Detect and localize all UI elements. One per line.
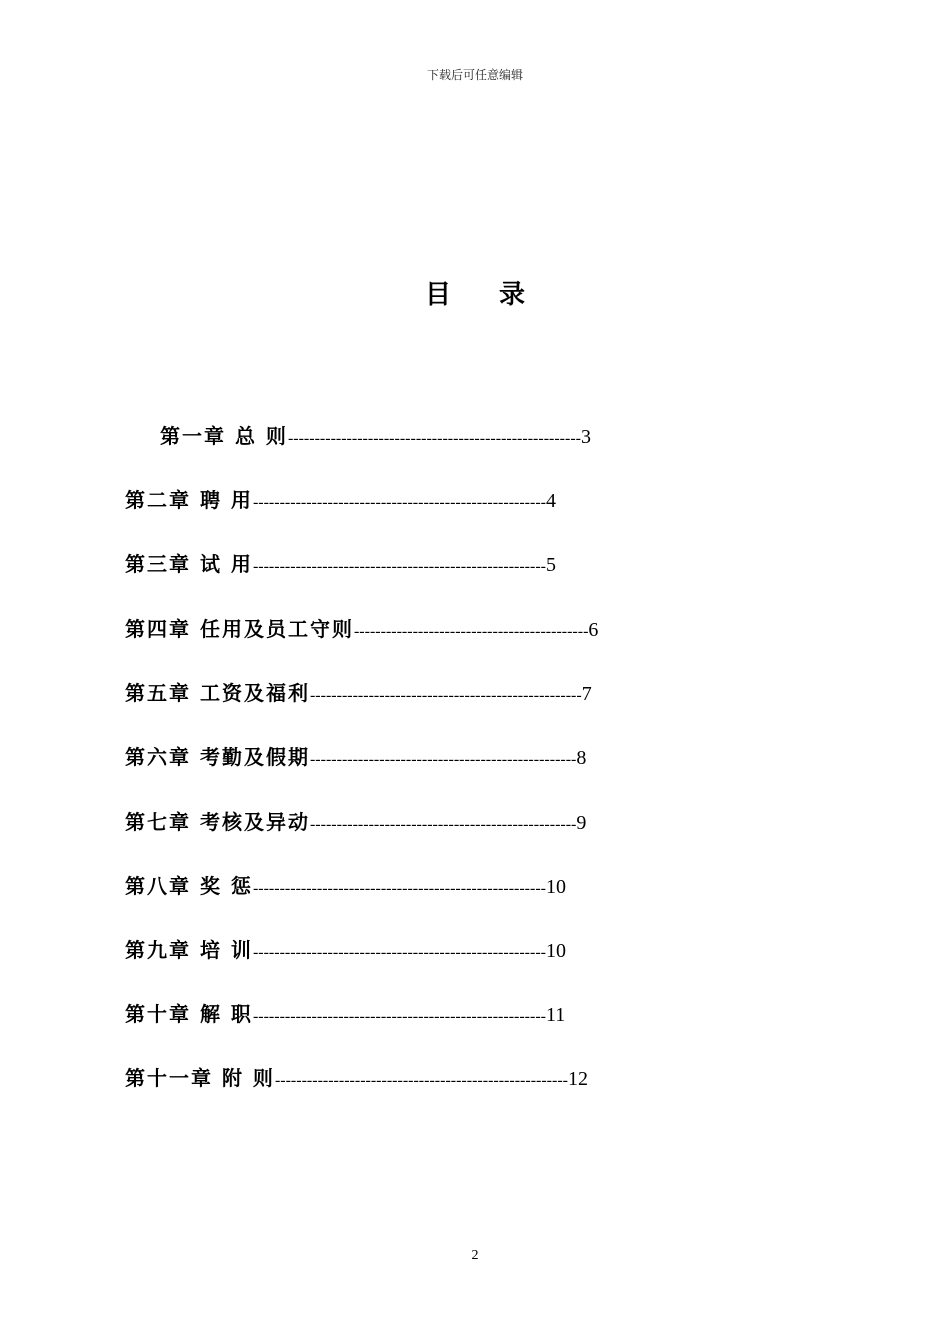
toc-leader-dots: -------------------------------------------------- (309, 816, 577, 833)
toc-entry-1[interactable] (160, 424, 591, 451)
toc-entry-label: 第九章 培 训 (125, 938, 253, 962)
toc-page-number: 11 (545, 1004, 566, 1026)
toc-entry-5[interactable] (125, 681, 592, 708)
toc-leader-dots: ------------------------------------------------------- (252, 494, 546, 511)
toc-leader-dots: ------------------------------------------------------- (252, 880, 546, 897)
toc-page-number: 6 (588, 619, 599, 641)
toc-leader-dots: -------------------------------------------- (353, 623, 589, 640)
toc-entry-10[interactable] (125, 1002, 565, 1029)
toc-page-number: 12 (567, 1068, 588, 1090)
toc-page-number: 3 (580, 426, 591, 448)
toc-entry-7[interactable] (125, 810, 586, 837)
toc-page-number: 9 (576, 812, 587, 834)
toc-entry-6[interactable] (125, 745, 586, 772)
toc-entry-label: 第八章 奖 惩 (125, 874, 253, 898)
toc-leader-dots: ------------------------------------------------------- (274, 1072, 568, 1089)
toc-page-number: 10 (545, 876, 566, 898)
toc-entry-label: 第十一章 附 则 (125, 1066, 275, 1090)
toc-entry-label: 第一章 总 则 (160, 424, 288, 448)
toc-leader-dots: ------------------------------------------------------- (287, 430, 581, 447)
toc-page-number: 10 (545, 940, 566, 962)
toc-leader-dots: ------------------------------------------------------- (252, 558, 546, 575)
toc-page-number: 8 (576, 747, 587, 769)
toc-entry-label: 第四章 任用及员工守则 (125, 617, 354, 641)
toc-entry-9[interactable] (125, 938, 566, 965)
toc-page-number: 5 (545, 554, 556, 576)
toc-leader-dots: ------------------------------------------------------- (252, 1008, 546, 1025)
toc-title: 目录 (424, 280, 573, 310)
toc-page-number: 4 (545, 490, 556, 512)
toc-entry-label: 第三章 试 用 (125, 552, 253, 576)
toc-entry-2[interactable] (125, 488, 556, 515)
toc-entry-label: 第二章 聘 用 (125, 488, 253, 512)
toc-leader-dots: --------------------------------------------------- (309, 687, 582, 704)
page-number: 2 (471, 1248, 479, 1263)
toc-leader-dots: ------------------------------------------------------- (252, 944, 546, 961)
toc-entry-4[interactable] (125, 617, 598, 644)
toc-page-number: 7 (581, 683, 592, 705)
toc-leader-dots: -------------------------------------------------- (309, 751, 577, 768)
toc-entry-8[interactable] (125, 874, 566, 901)
toc-entry-label: 第七章 考核及异动 (125, 810, 310, 834)
toc-entry-label: 第十章 解 职 (125, 1002, 253, 1026)
toc-entry-11[interactable] (125, 1066, 588, 1093)
toc-entry-label: 第五章 工资及福利 (125, 681, 310, 705)
page-header: 下载后可任意编辑 (426, 68, 523, 82)
toc-entry-3[interactable] (125, 552, 556, 579)
toc-entry-label: 第六章 考勤及假期 (125, 745, 310, 769)
